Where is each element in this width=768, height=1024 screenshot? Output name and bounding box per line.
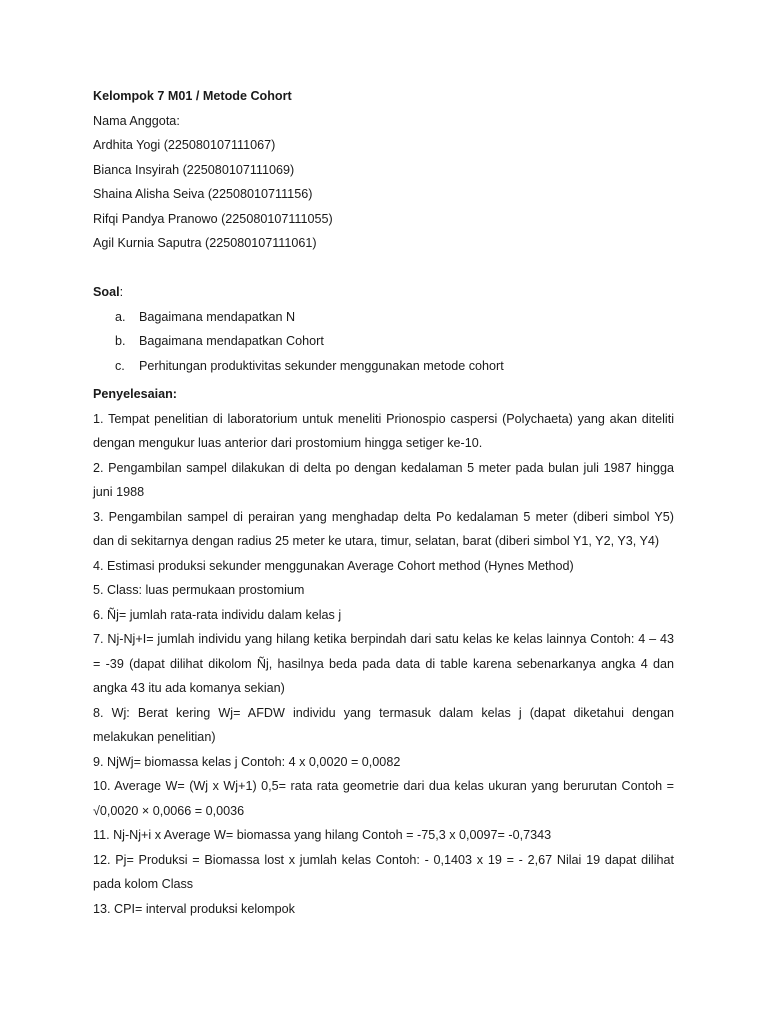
member-name: Rifqi Pandya Pranowo (225080107111055) [93,211,333,226]
spacer [93,256,674,281]
solution-point: 4. Estimasi produksi sekunder menggunakan Average Cohort method (Hynes Method) [93,558,574,573]
solution-point: 2. Pengambilan sampel dilakukan di delta po dengan kedalaman 5 meter pada bulan juli 1987 hingga juni 1988 [93,460,674,499]
list-item-text: Bagaimana mendapatkan Cohort [139,334,324,348]
penyelesaian-label: Penyelesaian: [93,387,178,401]
list-item [93,305,674,330]
document-title: Kelompok 7 M01 / Metode Cohort [93,89,292,103]
solution-point: 7. Nj-Nj+I= jumlah individu yang hilang ketika berpindah dari satu kelas ke kelas lainnya Contoh: 4 – 43 = -39 (dapat dilihat dikolom Ñj, hasilnya beda pada data di table karena sebenarkanya angka 4 dan angka 43 itu ada komanya sekian) [93,632,674,695]
soal-heading [93,280,674,305]
list-item-text: Bagaimana mendapatkan N [139,309,296,324]
list-item [93,354,674,379]
list-marker: a. [115,309,126,324]
solution-point: 6. Ñj= jumlah rata-rata individu dalam kelas j [93,607,342,622]
list-item [93,329,674,354]
solution-point: 11. Nj-Nj+i x Average W= biomassa yang hilang Contoh = -75,3 x 0,0097= -0,7343 [93,828,552,842]
document-page [93,84,674,921]
soal-label: Soal [93,285,120,299]
members-label: Nama Anggota: [93,113,180,128]
solution-point: 1. Tempat penelitian di laboratorium untuk meneliti Prionospio caspersi (Polychaeta) yang akan diteliti dengan mengukur luas anterior dari prostomium hingga setiger ke-10. [93,411,674,450]
solution-point: 3. Pengambilan sampel di perairan yang menghadap delta Po kedalaman 5 meter (diberi simbol Y5) dan di sekitarnya dengan radius 25 meter ke utara, timur, selatan, barat (diberi simbol Y1, Y2, Y3, Y4) [93,509,674,548]
solution-point: 13. CPI= interval produksi kelompok [93,901,295,916]
soal-colon: : [119,285,124,299]
member-name: Shaina Alisha Seiva (22508010711156) [93,187,313,201]
solution-point: 9. NjWj= biomassa kelas j Contoh: 4 x 0,0020 = 0,0082 [93,754,401,769]
list-item-text: Perhitungan produktivitas sekunder menggunakan metode cohort [139,358,504,373]
member-name: Bianca Insyirah (225080107111069) [93,162,295,177]
solution-point: 12. Pj= Produksi = Biomassa lost x jumlah kelas Contoh: - 0,1403 x 19 = - 2,67 Nilai 19 dapat dilihat pada kolom Class [93,852,674,891]
list-marker: b. [115,334,126,348]
member-name: Ardhita Yogi (225080107111067) [93,138,276,152]
solution-point: 5. Class: luas permukaan prostomium [93,583,305,597]
list-marker: c. [115,358,125,373]
soal-list [93,305,674,379]
solution-point: 8. Wj: Berat kering Wj= AFDW individu yang termasuk dalam kelas j (dapat diketahui dengan melakukan penelitian) [93,705,674,744]
solution-point: 10. Average W= (Wj x Wj+1) 0,5= rata rata geometrie dari dua kelas ukuran yang berurutan Contoh = √0,0020 × 0,0066 = 0,0036 [93,779,674,818]
member-name: Agil Kurnia Saputra (225080107111061) [93,236,317,250]
